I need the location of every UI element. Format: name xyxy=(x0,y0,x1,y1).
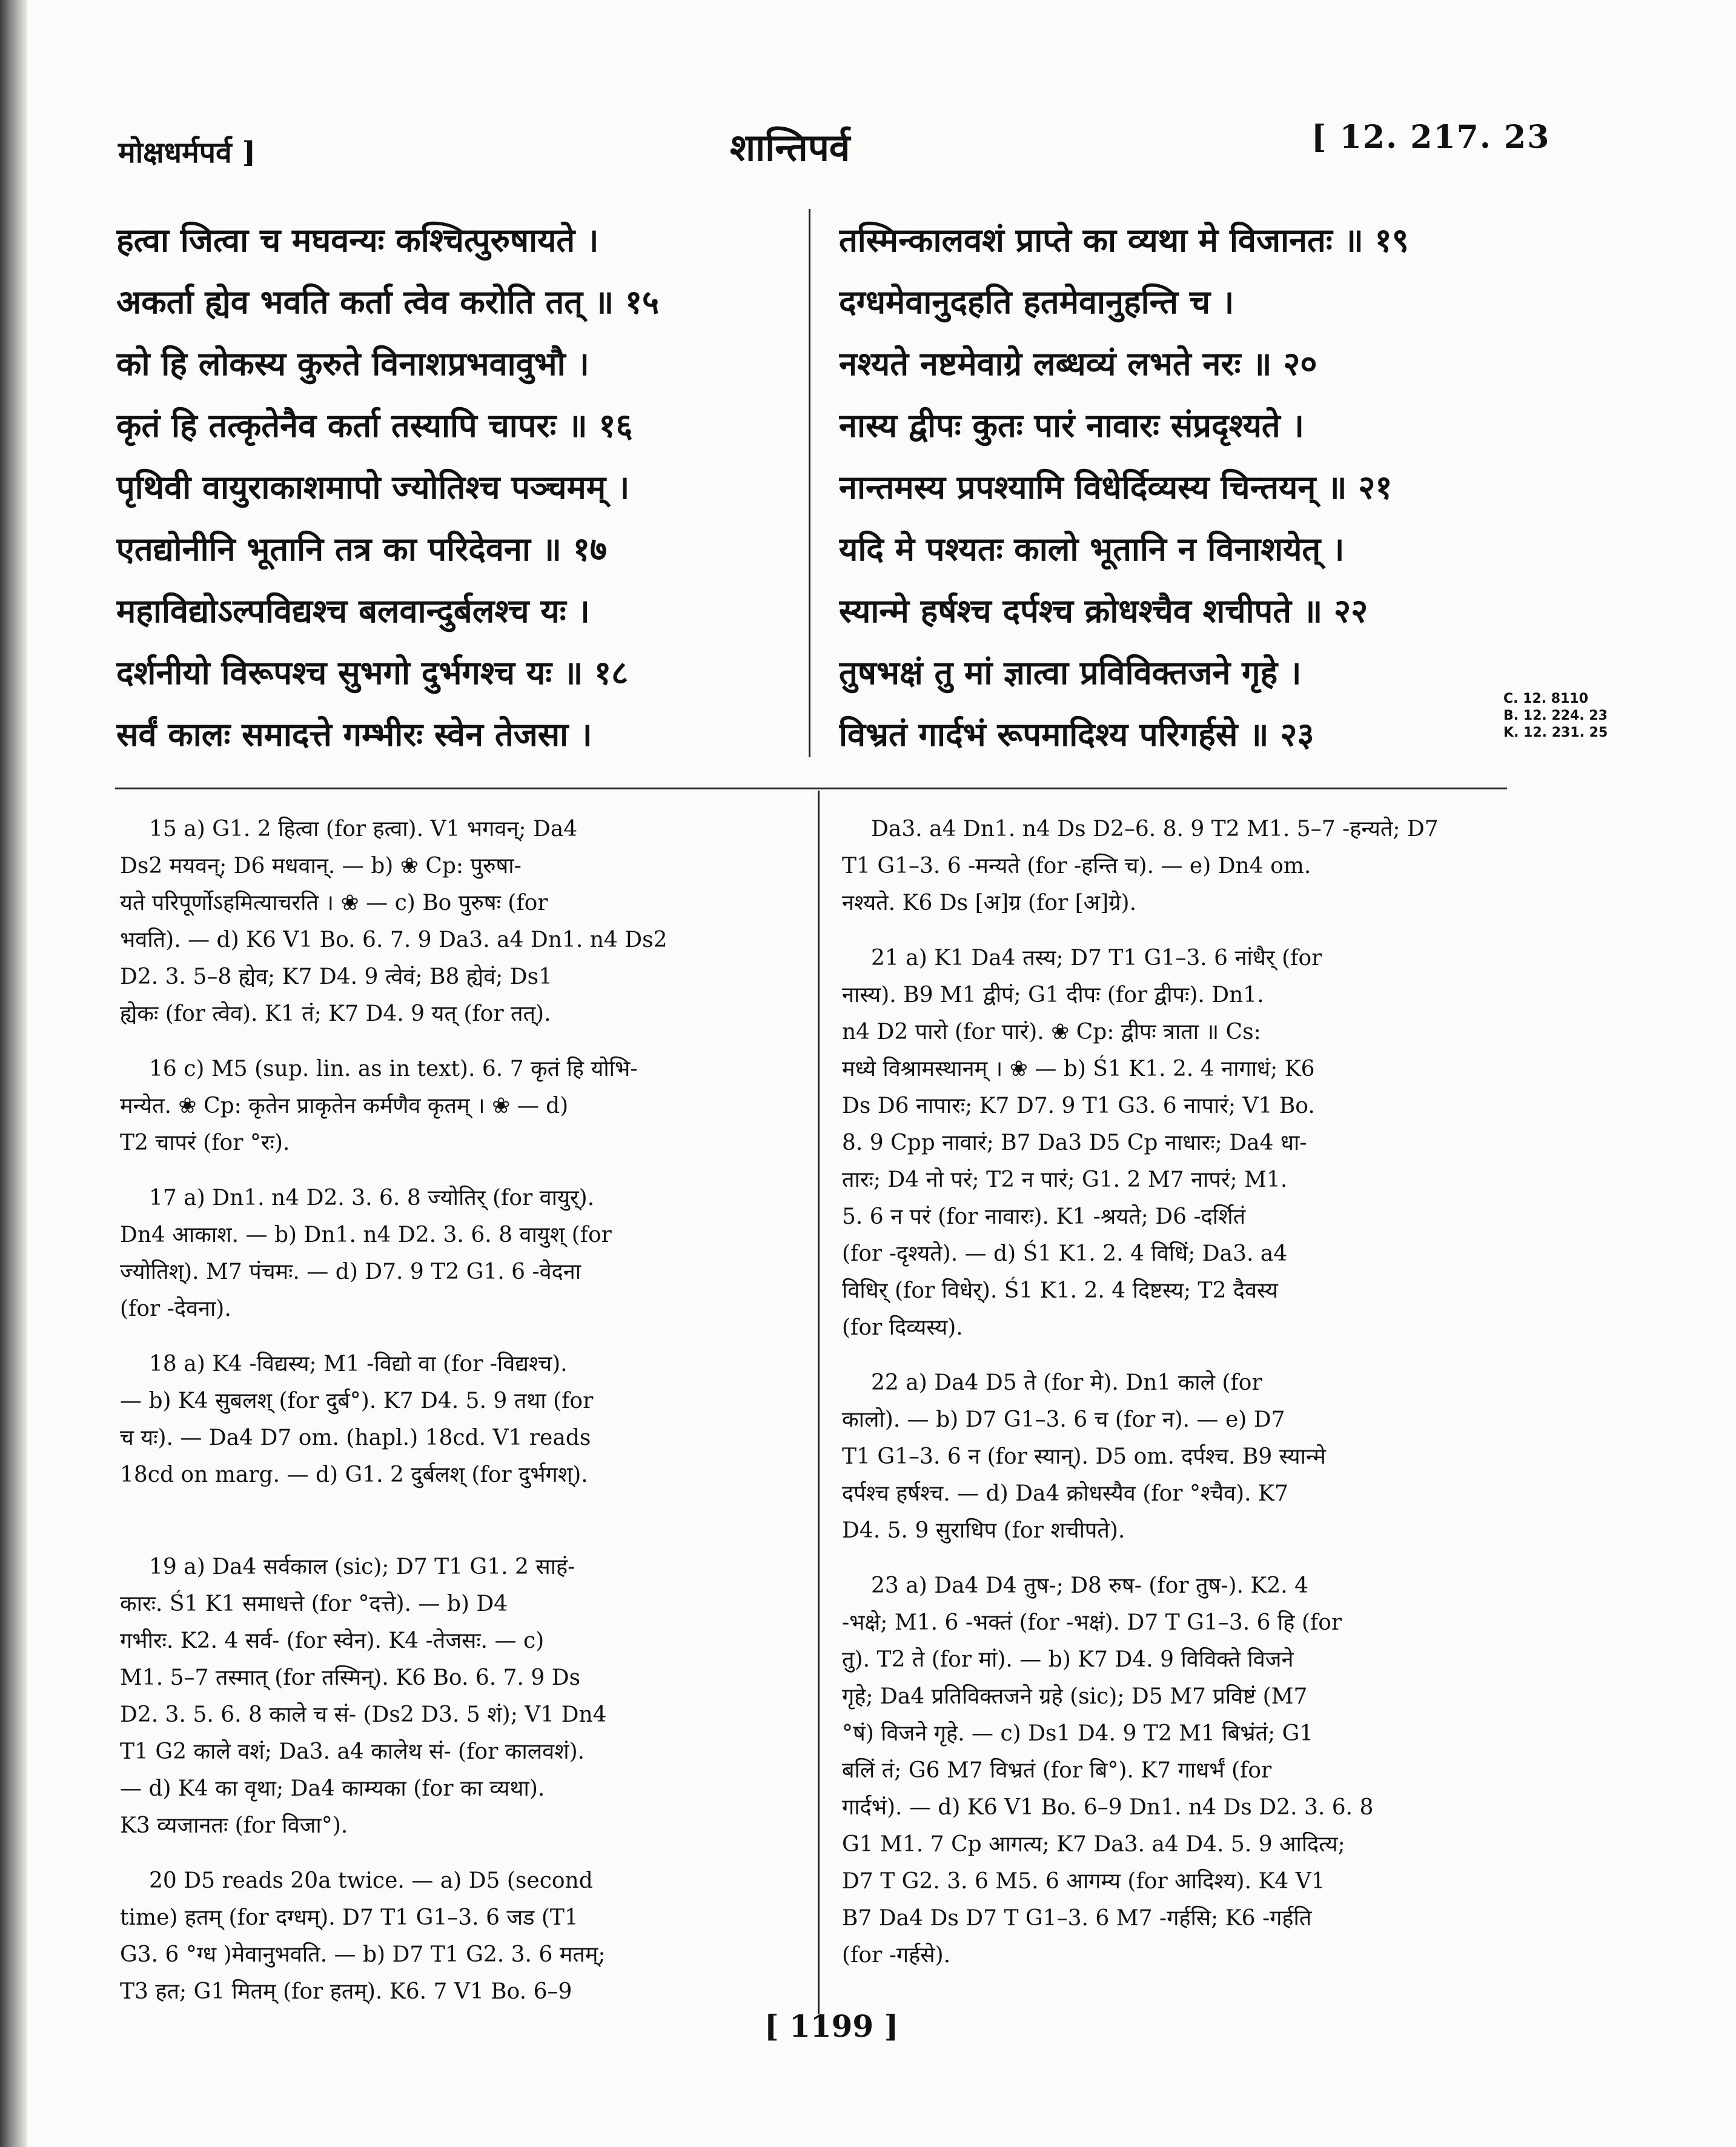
concordance-bombay: B. 12. 224. 23 xyxy=(1503,708,1608,723)
verse-column-divider xyxy=(809,209,810,757)
scan-edge-shadow xyxy=(0,0,27,2147)
verse-line: नान्तमस्य प्रपश्यामि विधेर्दिव्यस्य चिन्तयन् ॥ २१ xyxy=(839,468,1393,506)
verse-line: दग्धमेवानुदहति हतमेवानुहन्ति च । xyxy=(839,282,1234,321)
apparatus-note xyxy=(842,1364,1503,1549)
apparatus-note-line: 19 a) Da4 सर्वकाल (sic); D7 T1 G1. 2 साहं- xyxy=(149,1555,575,1579)
verse-column-right xyxy=(839,209,1493,760)
concordance-kumbhakonam: K. 12. 231. 25 xyxy=(1503,725,1608,740)
apparatus-note-line: Da3. a4 Dn1. n4 Ds D2–6. 8. 9 T2 M1. 5–7 -हन्यते; D7 xyxy=(871,817,1439,841)
verse-line: पृथिवी वायुराकाशमापो ज्योतिश्च पञ्चमम् । xyxy=(116,468,630,506)
apparatus-note-line: मन्येत. ❀ Cp: कृतेन प्राकृतेन कर्मणैव कृतम् । ❀ — d) xyxy=(120,1093,569,1118)
verse-line: महाविद्योऽल्पविद्यश्च बलवान्दुर्बलश्च यः । xyxy=(116,591,590,630)
page-number: [ 1199 ] xyxy=(764,2008,899,2044)
apparatus-note xyxy=(120,1346,793,1530)
apparatus-note-line: तु). T2 ते (for मां). — b) K7 D4. 9 विविक्ते विजने xyxy=(842,1647,1294,1672)
apparatus-note-line: 22 a) Da4 D5 ते (for मे). Dn1 काले (for xyxy=(871,1370,1262,1395)
apparatus-note-line: T2 चापरं (for °रः). xyxy=(120,1130,290,1155)
apparatus-note-line: T1 G2 काले वशं; Da3. a4 कालेथ सं- (for कालवशं). xyxy=(120,1739,585,1764)
header-verse-reference: [ 12. 217. 23 xyxy=(1311,119,1551,156)
verse-line: सर्वं कालः समादत्ते गम्भीरः स्वेन तेजसा । xyxy=(116,715,592,754)
apparatus-note-line: 18 a) K4 -विद्यस्य; M1 -विद्यो वा (for -विद्यश्च). xyxy=(149,1352,568,1376)
apparatus-note-line: नास्य). B9 M1 द्वीपं; G1 दीपः (for द्वीपः). Dn1. xyxy=(842,983,1264,1007)
apparatus-note xyxy=(842,940,1503,1346)
apparatus-note-line: च यः). — Da4 D7 om. (hapl.) 18cd. V1 reads xyxy=(120,1425,591,1450)
apparatus-note-line: 23 a) Da4 D4 तुष-; D8 रुष- (for तुष-). K2. 4 xyxy=(871,1573,1309,1598)
apparatus-note-line: 21 a) K1 Da4 तस्य; D7 T1 G1–3. 6 नांधैर् (for xyxy=(871,946,1322,971)
apparatus-note xyxy=(120,1548,793,1844)
apparatus-note-line: दर्पश्च हर्षश्च. — d) Da4 क्रोधस्यैव (for °श्चैव). K7 xyxy=(842,1481,1288,1506)
verse-line: तस्मिन्कालवशं प्राप्ते का व्यथा मे विजानतः ॥ १९ xyxy=(839,221,1409,259)
apparatus-note-line: D2. 3. 5–8 ह्येव; K7 D4. 9 त्वेवं; B8 ह्येवं; Ds1 xyxy=(120,964,552,989)
apparatus-note-line: 17 a) Dn1. n4 D2. 3. 6. 8 ज्योतिर् (for वायुर्). xyxy=(149,1186,595,1210)
apparatus-note-line: नश्यते. K6 Ds [अ]ग्र (for [अ]ग्रे). xyxy=(842,891,1137,915)
apparatus-column-right xyxy=(842,811,1503,1992)
verse-line: अकर्ता ह्येव भवति कर्ता त्वेव करोति तत् ॥ १५ xyxy=(116,282,660,321)
apparatus-note-line: T1 G1–3. 6 -मन्यते (for -हन्ति च). — e) Dn4 om. xyxy=(842,854,1311,878)
apparatus-note-line: गृहे; Da4 प्रतिविक्तजने ग्रहे (sic); D5 M7 प्रविष्टं (M7 xyxy=(842,1684,1308,1709)
apparatus-note-line: n4 D2 पारो (for पारं). ❀ Cp: द्वीपः त्राता ॥ Cs: xyxy=(842,1020,1261,1044)
apparatus-note-line: G3. 6 °ग्ध )मेवानुभवति. — b) D7 T1 G2. 3. 6 मतम्; xyxy=(120,1942,606,1967)
apparatus-note-line: D4. 5. 9 सुराधिप (for शचीपते). xyxy=(842,1518,1125,1543)
apparatus-note-line: (for -दृश्यते). — d) Ś1 K1. 2. 4 विधिं; Da3. a4 xyxy=(842,1241,1288,1266)
apparatus-note-line: भवति). — d) K6 V1 Bo. 6. 7. 9 Da3. a4 Dn1. n4 Ds2 xyxy=(120,927,668,952)
apparatus-note-line: कारः. Ś1 K1 समाधत्ते (for °दत्ते). — b) D4 xyxy=(120,1591,508,1616)
apparatus-note-line: (for दिव्यस्य). xyxy=(842,1315,963,1340)
apparatus-note-line: 15 a) G1. 2 हित्वा (for हत्वा). V1 भगवन्; Da4 xyxy=(149,817,578,841)
apparatus-note-line: बलिं तं; G6 M7 विभ्रतं (for बि°). K7 गाधर्भं (for xyxy=(842,1758,1272,1783)
apparatus-note-line: 20 D5 reads 20a twice. — a) D5 (second xyxy=(149,1868,593,1893)
apparatus-note xyxy=(842,811,1503,921)
apparatus-note-line: 16 c) M5 (sup. lin. as in text). 6. 7 कृतं हि योभि- xyxy=(149,1057,638,1081)
apparatus-note-line: (for -देवना). xyxy=(120,1296,231,1321)
apparatus-note-line: Ds2 मयवन्; D6 मधवान्. — b) ❀ Cp: पुरुषा- xyxy=(120,854,522,878)
apparatus-note-line: -भक्षे; M1. 6 -भक्तं (for -भक्षं). D7 T G1–3. 6 हि (for xyxy=(842,1610,1342,1635)
apparatus-note-line: K3 व्यजानतः (for विजा°). xyxy=(120,1813,348,1838)
apparatus-note-line: तारः; D4 नो परं; T2 न पारं; G1. 2 M7 नापरं; M1. xyxy=(842,1167,1288,1192)
concordance-references xyxy=(1503,691,1608,742)
apparatus-note-line: Dn4 आकाश. — b) Dn1. n4 D2. 3. 6. 8 वायुश् (for xyxy=(120,1223,612,1247)
apparatus-note-line: (for -गर्हसे). xyxy=(842,1943,951,1968)
apparatus-note-line: ज्योतिश्). M7 पंचमः. — d) D7. 9 T2 G1. 6 -वेदना xyxy=(120,1259,581,1284)
apparatus-note-line: °षं) विजने गृहे. — c) Ds1 D4. 9 T2 M1 बिभ्रंतं; G1 xyxy=(842,1721,1314,1746)
apparatus-note-line: D7 T G2. 3. 6 M5. 6 आगम्य (for आदिश्य). K4 V1 xyxy=(842,1869,1325,1894)
apparatus-note xyxy=(120,1050,793,1161)
apparatus-note-line: T1 G1–3. 6 न (for स्यान्). D5 om. दर्पश्च. B9 स्यान्मे xyxy=(842,1444,1326,1469)
verse-line: हत्वा जित्वा च मघवन्यः कश्चित्पुरुषायते । xyxy=(116,221,599,259)
verse-line: को हि लोकस्य कुरुते विनाशप्रभवावुभौ । xyxy=(116,344,589,383)
apparatus-note-line: — b) K4 सुबलश् (for दुर्ब°). K7 D4. 5. 9 तथा (for xyxy=(120,1389,594,1413)
apparatus-note-line: time) हतम् (for दग्धम्). D7 T1 G1–3. 6 जड (T1 xyxy=(120,1905,578,1930)
apparatus-note xyxy=(120,1862,793,2010)
apparatus-note-line: ह्येकः (for त्वेव). K1 तं; K7 D4. 9 यत् (for तत्). xyxy=(120,1001,551,1026)
concordance-calcutta: C. 12. 8110 xyxy=(1503,691,1589,706)
apparatus-column-divider xyxy=(818,791,820,2014)
apparatus-note-line xyxy=(120,1493,793,1530)
apparatus-column-left xyxy=(120,811,793,2028)
apparatus-note-line: कालो). — b) D7 G1–3. 6 च (for न). — e) D7 xyxy=(842,1407,1285,1432)
apparatus-note xyxy=(120,811,793,1032)
apparatus-note-line: 5. 6 न परं (for नावारः). K1 -श्रयते; D6 -दर्शितं xyxy=(842,1204,1246,1229)
apparatus-note-line: 18cd on marg. — d) G1. 2 दुर्बलश् (for दुर्भगश्). xyxy=(120,1462,588,1487)
apparatus-note-line: T3 हत; G1 मितम् (for हतम्). K6. 7 V1 Bo. 6–9 xyxy=(120,1979,572,2004)
header-section-name: मोक्षधर्मपर्व ] xyxy=(118,136,256,170)
apparatus-note-line: विधिर् (for विधेर्). Ś1 K1. 2. 4 दिष्टस्य; T2 दैवस्य xyxy=(842,1278,1278,1303)
apparatus-note-line: D2. 3. 5. 6. 8 काले च सं- (Ds2 D3. 5 शं); V1 Dn4 xyxy=(120,1702,607,1727)
apparatus-note-line: 8. 9 Cpp नावारं; B7 Da3 D5 Cp नाधारः; Da4 धा- xyxy=(842,1130,1307,1155)
apparatus-note-line: गभीरः. K2. 4 सर्व- (for स्वेन). K4 -तेजसः. — c) xyxy=(120,1628,545,1653)
verse-line: एतद्योनीनि भूतानि तत्र का परिदेवना ॥ १७ xyxy=(116,529,607,568)
header-book-title: शान्तिपर्व xyxy=(730,125,850,170)
apparatus-note xyxy=(842,1567,1503,1974)
apparatus-note-line: G1 M1. 7 Cp आगत्य; K7 Da3. a4 D4. 5. 9 आदित्य; xyxy=(842,1832,1345,1857)
apparatus-note-line: गार्दभं). — d) K6 V1 Bo. 6–9 Dn1. n4 Ds D2. 3. 6. 8 xyxy=(842,1795,1374,1820)
apparatus-note-line: मध्ये विश्रामस्थानम् । ❀ — b) Ś1 K1. 2. 4 नागाधं; K6 xyxy=(842,1057,1315,1081)
verse-line: विभ्रतं गार्दभं रूपमादिश्य परिगर्हसे ॥ २३ xyxy=(839,715,1314,754)
apparatus-note-line: Ds D6 नापारः; K7 D7. 9 T1 G3. 6 नापारं; V1 Bo. xyxy=(842,1093,1315,1118)
verse-line: यदि मे पश्यतः कालो भूतानि न विनाशयेत् । xyxy=(839,529,1345,568)
verse-line: दर्शनीयो विरूपश्च सुभगो दुर्भगश्च यः ॥ १८ xyxy=(116,653,629,692)
apparatus-note-line: यते परिपूर्णोऽहमित्याचरति । ❀ — c) Bo पुरुषः (for xyxy=(120,891,548,915)
apparatus-note xyxy=(120,1180,793,1327)
apparatus-note-line: M1. 5–7 तस्मात् (for तस्मिन्). K6 Bo. 6. 7. 9 Ds xyxy=(120,1665,581,1690)
apparatus-rule xyxy=(115,788,1507,789)
verse-line: तुषभक्षं तु मां ज्ञात्वा प्रविविक्तजने गृहे । xyxy=(839,653,1302,692)
verse-column-left xyxy=(116,209,795,760)
verse-line: स्यान्मे हर्षश्च दर्पश्च क्रोधश्चैव शचीपते ॥ २२ xyxy=(839,591,1368,630)
verse-line: कृतं हि तत्कृतेनैव कर्ता तस्यापि चापरः ॥ १६ xyxy=(116,406,633,445)
verse-line: नास्य द्वीपः कुतः पारं नावारः संप्रदृश्यते । xyxy=(839,406,1304,445)
apparatus-note-line: B7 Da4 Ds D7 T G1–3. 6 M7 -गर्हसि; K6 -गर्हति xyxy=(842,1906,1312,1931)
verse-line: नश्यते नष्टमेवाग्रे लब्धव्यं लभते नरः ॥ २० xyxy=(839,344,1317,383)
apparatus-note-line: — d) K4 का वृथा; Da4 काम्यका (for का व्यथा). xyxy=(120,1776,545,1801)
